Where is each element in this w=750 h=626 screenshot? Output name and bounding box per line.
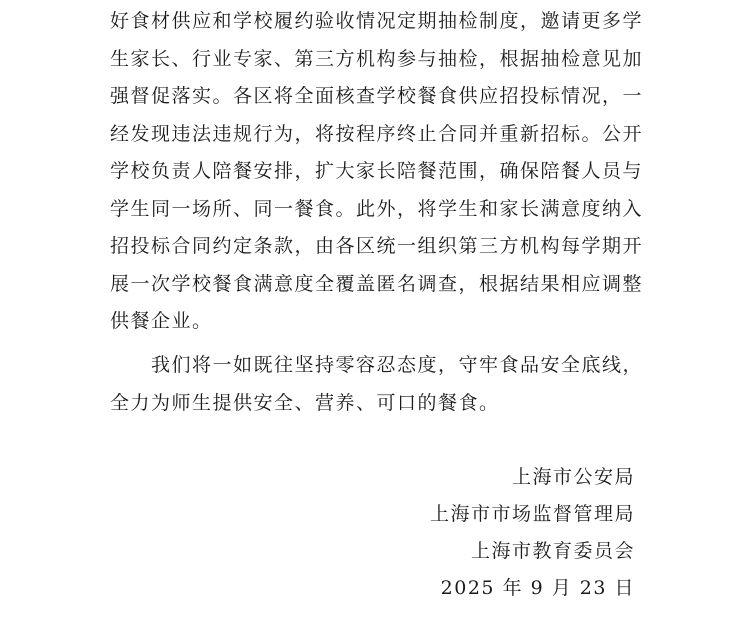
text-line: 学校负责人陪餐安排，扩大家长陪餐范围，确保陪餐人员与 (110, 160, 644, 182)
text-line: 强督促落实。各区将全面核查学校餐食供应招投标情况，一 (110, 85, 644, 107)
text-line: 全力为师生提供安全、营养、可口的餐食。 (110, 391, 500, 414)
text-line: 展一次学校餐食满意度全覆盖匿名调查，根据结果相应调整 (110, 272, 644, 295)
text-line: 学生同一场所、同一餐食。此外，将学生和家长满意度纳入 (110, 197, 644, 220)
text-line: 经发现违法违规行为，将按程序终止合同并重新招标。公开 (110, 122, 644, 145)
text-line: 供餐企业。 (110, 310, 213, 332)
body-paragraph-1 (110, 3, 650, 341)
text-line: 招投标合同约定条款，由各区统一组织第三方机构每学期开 (110, 235, 644, 257)
body-paragraph-2 (110, 347, 650, 422)
signature-block (430, 459, 635, 607)
signatory-public-security-bureau: 上海市公安局 (511, 466, 635, 488)
document-date: 2025 年 9 月 23 日 (440, 577, 635, 599)
text-line: 好食材供应和学校履约验收情况定期抽检制度，邀请更多学 (110, 10, 644, 32)
text-line: 生家长、行业专家、第三方机构参与抽检，根据抽检意见加 (110, 47, 644, 70)
text-line: 我们将一如既往坚持零容忍态度，守牢食品安全底线， (110, 354, 644, 376)
signatory-market-supervision-administration: 上海市市场监督管理局 (429, 503, 635, 525)
signatory-education-commission: 上海市教育委员会 (470, 540, 635, 562)
